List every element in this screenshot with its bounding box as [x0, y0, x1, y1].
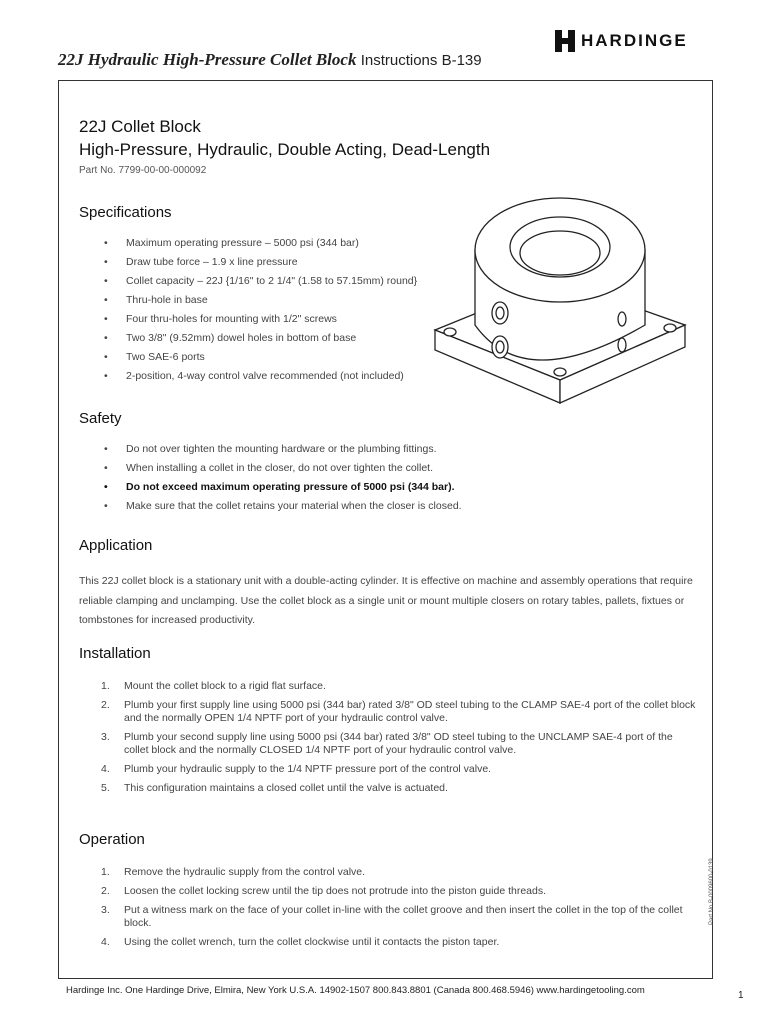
list-item: • Two 3/8" (9.52mm) dowel holes in bottom of base [104, 332, 434, 345]
list-item: • Four thru-holes for mounting with 1/2" screws [104, 313, 434, 326]
footer-contact: Hardinge Inc. One Hardinge Drive, Elmira, New York U.S.A. 14902-1507 800.843.8801 (Canada 800.468.5946) www.hardingetooling.com [66, 985, 645, 996]
operation-list [101, 866, 696, 955]
list-item: 5. This configuration maintains a closed collet until the valve is actuated. [101, 782, 448, 794]
safety-list [104, 443, 684, 519]
list-item: • Collet capacity – 22J {1/16" to 2 1/4" (1.58 to 57.15mm) round} [104, 275, 434, 288]
list-item: 3. Put a witness mark on the face of your collet in-line with the collet groove and then insert the collet in the top of the collet block. [101, 904, 683, 929]
part-number: Part No. 7799-00-00-000092 [79, 165, 207, 176]
header-product-name: 22J Hydraulic High-Pressure Collet Block [58, 50, 357, 69]
list-item: 4. Using the collet wrench, turn the collet clockwise until it contacts the piston taper. [101, 936, 500, 948]
header-instructions-label: Instructions B-139 [360, 52, 482, 69]
list-item: • 2-position, 4-way control valve recommended (not included) [104, 370, 434, 383]
side-part-number: Part No B-0009600-0139 [709, 858, 715, 925]
hardinge-logo-mark-icon [555, 30, 575, 52]
list-item: • Draw tube force – 1.9 x line pressure [104, 256, 434, 269]
title-line-1: 22J Collet Block [79, 117, 201, 136]
installation-list [101, 680, 696, 801]
logo-text: HARDINGE [581, 31, 688, 50]
list-item: • Make sure that the collet retains your material when the closer is closed. [104, 500, 684, 513]
list-item: • Thru-hole in base [104, 294, 434, 307]
list-item: 1. Remove the hydraulic supply from the control valve. [101, 866, 366, 878]
hardinge-logo [555, 30, 688, 52]
document-header-title [58, 50, 482, 70]
specifications-heading: Specifications [79, 204, 172, 221]
application-heading: Application [79, 537, 153, 554]
list-item: • Do not over tighten the mounting hardware or the plumbing fittings. [104, 443, 684, 456]
document-title [79, 115, 490, 161]
installation-heading: Installation [79, 645, 151, 662]
safety-heading: Safety [79, 410, 122, 427]
title-line-2: High-Pressure, Hydraulic, Double Acting, Dead-Length [79, 140, 491, 159]
list-item: 2. Loosen the collet locking screw until the tip does not protrude into the piston guide threads. [101, 885, 547, 897]
specifications-list [104, 237, 434, 389]
list-item: 4. Plumb your hydraulic supply to the 1/4 NPTF pressure port of the control valve. [101, 763, 492, 775]
list-item: • Maximum operating pressure – 5000 psi (344 bar) [104, 237, 434, 250]
list-item: 2. Plumb your first supply line using 5000 psi (344 bar) rated 3/8" OD steel tubing to the CLAMP SAE-4 port of the collet block and the normally OPEN 1/4 NPTF port of your hydraulic control valve. [101, 699, 696, 724]
collet-block-illustration [430, 185, 690, 440]
list-item: 3. Plumb your second supply line using 5000 psi (344 bar) rated 3/8" OD steel tubing to the UNCLAMP SAE-4 port of the collet block and the normally CLOSED 1/4 NPTF port of your hydraulic control valve. [101, 731, 673, 756]
list-item: 1. Mount the collet block to a rigid flat surface. [101, 680, 326, 692]
list-item: • When installing a collet in the closer, do not over tighten the collet. [104, 462, 684, 475]
list-item-warning: • Do not exceed maximum operating pressure of 5000 psi (344 bar). [104, 481, 684, 494]
list-item: • Two SAE-6 ports [104, 351, 434, 364]
page-number: 1 [738, 990, 744, 1001]
operation-heading: Operation [79, 831, 145, 848]
application-paragraph: This 22J collet block is a stationary unit with a double-acting cylinder. It is effective on machine and assembly operations that require reliable clamping and unclamping. Use the collet block as a single unit or mount multiple closers on rotary tables, pallets, fixtues or tombstones for increased productivity. [79, 575, 693, 626]
